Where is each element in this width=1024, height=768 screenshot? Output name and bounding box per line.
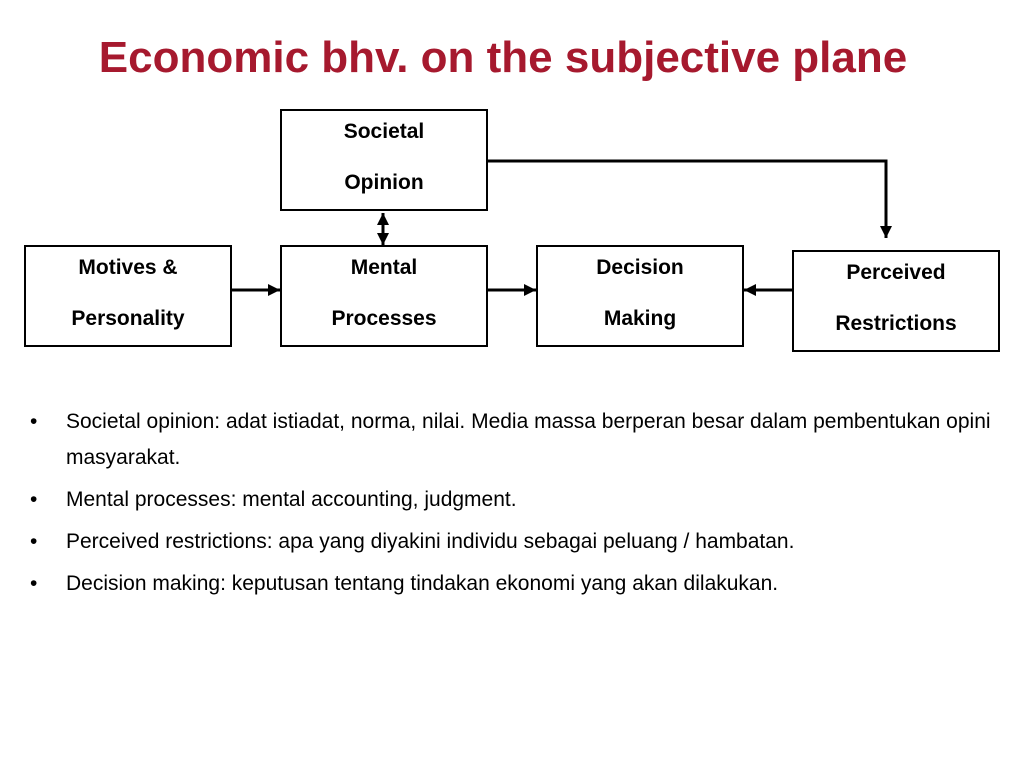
- bullet-item: [30, 524, 996, 560]
- bullet-item: [30, 482, 996, 518]
- node-societal-opinion: [280, 109, 488, 211]
- node-motives-personality: [24, 245, 232, 347]
- node-label-line2: Restrictions: [835, 312, 957, 335]
- bullet-list: [30, 404, 996, 608]
- node-perceived-restrictions: [792, 250, 1000, 352]
- node-label-line2: Making: [603, 307, 677, 330]
- bullet-item: [30, 566, 996, 602]
- bullet-marker: •: [30, 410, 38, 433]
- node-label-line2: Opinion: [344, 171, 424, 194]
- bullet-marker: •: [30, 530, 38, 553]
- node-label-line1: Societal: [343, 120, 425, 143]
- bullet-text: Perceived restrictions: apa yang diyakini individu sebagai peluang / hambatan.: [66, 530, 795, 553]
- node-label-line1: Mental: [350, 256, 418, 279]
- node-label-line1: Perceived: [846, 261, 946, 284]
- node-label-line1: Motives &: [78, 256, 178, 279]
- node-mental-processes: [280, 245, 488, 347]
- node-label-line2: Processes: [331, 307, 437, 330]
- node-decision-making: [536, 245, 744, 347]
- edge-societal-perceived: [487, 161, 886, 238]
- node-label-line1: Decision: [596, 256, 684, 279]
- bullet-marker: •: [30, 572, 38, 595]
- slide-title: Economic bhv. on the subjective plane: [98, 33, 908, 82]
- bullet-text: Mental processes: mental accounting, judgment.: [66, 488, 517, 511]
- bullet-item: [30, 404, 996, 476]
- bullet-marker: •: [30, 488, 38, 511]
- bullet-text: Societal opinion: adat istiadat, norma, nilai. Media massa berperan besar dalam pembentukan opini masyarakat.: [66, 410, 991, 469]
- bullet-text: Decision making: keputusan tentang tindakan ekonomi yang akan dilakukan.: [66, 572, 779, 595]
- node-label-line2: Personality: [71, 307, 185, 330]
